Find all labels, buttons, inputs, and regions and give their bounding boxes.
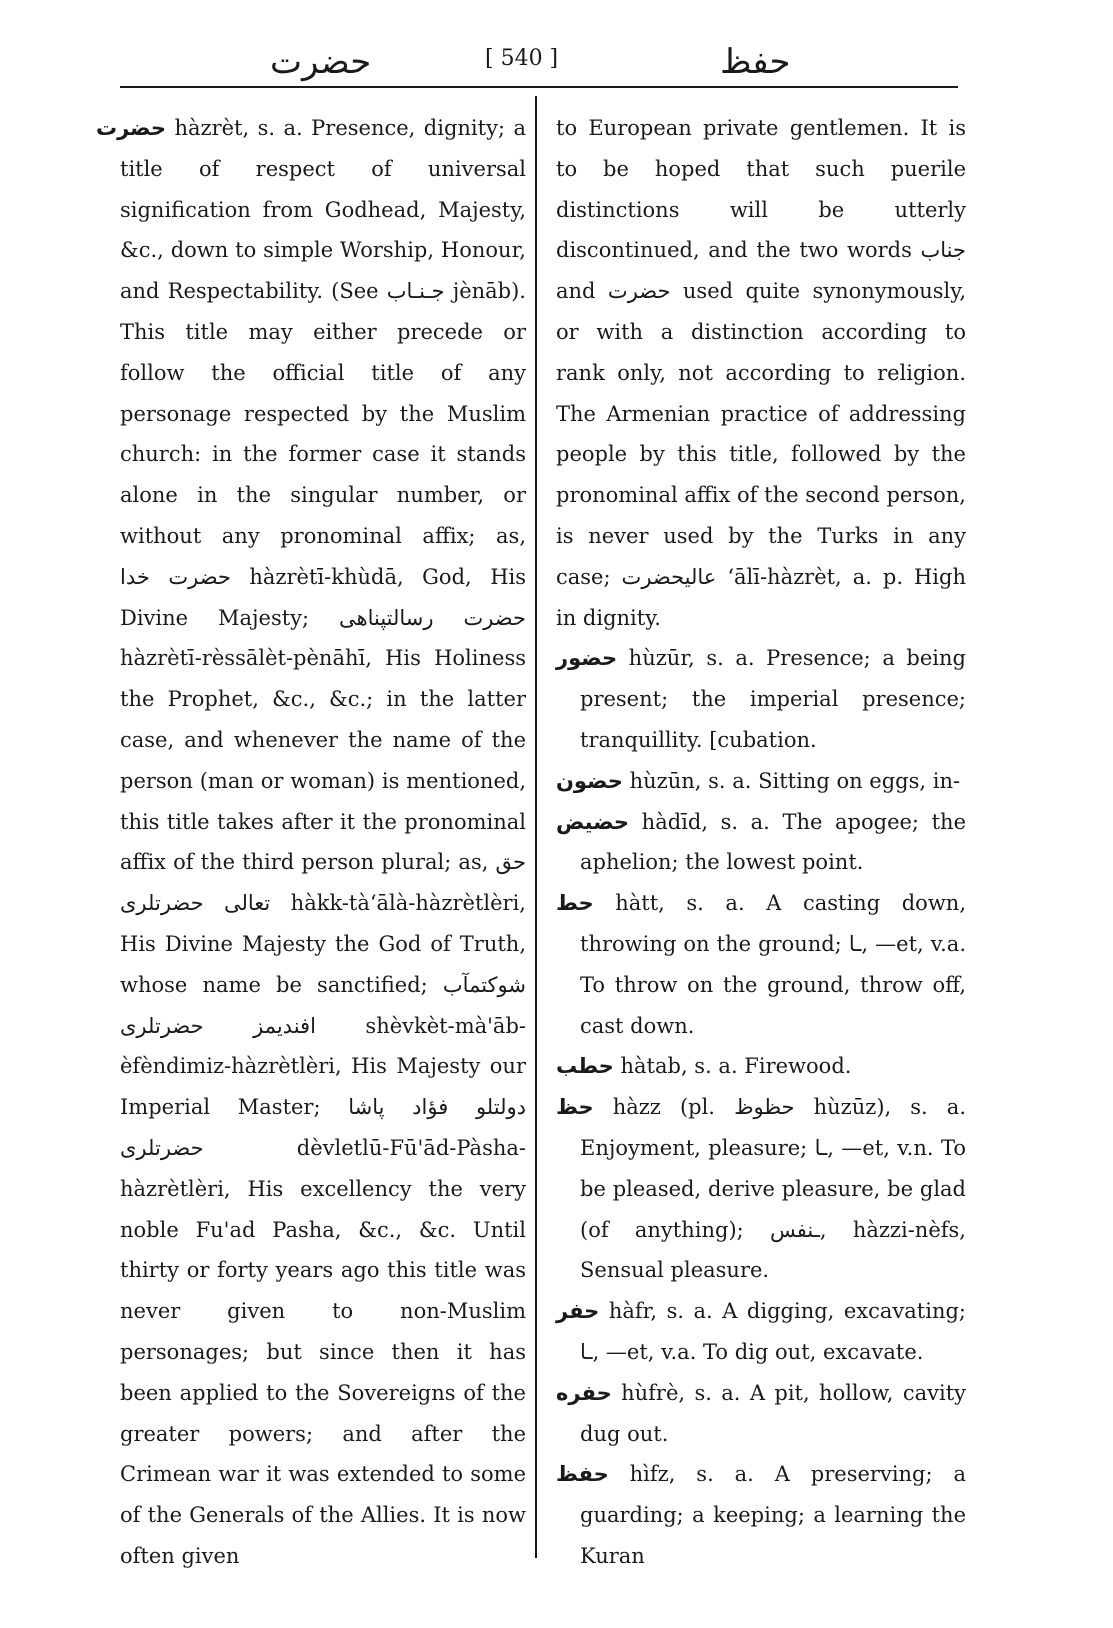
entry-headword-arabic: حضور [556, 646, 618, 671]
dictionary-entry-hafr [556, 1291, 966, 1373]
entry-headword-arabic: حطب [556, 1054, 614, 1079]
entry-definition: hàfr, s. a. A digging, excavating; ـا, —et, v.a. To dig out, excavate. [580, 1299, 966, 1364]
entry-definition: hìfz, s. a. A preserving; a guarding; a keeping; a learning the Kuran [580, 1462, 966, 1568]
header-rule [120, 86, 958, 88]
entry-definition: hùzūn, s. a. Sitting on eggs, in- [622, 768, 961, 793]
entry-definition: hàdīd, s. a. The apogee; the aphelion; the lowest point. [580, 809, 966, 875]
left-column [96, 108, 526, 1577]
dictionary-entry-hazz [556, 1087, 966, 1291]
entry-continuation: to European private gentlemen. It is to be hoped that such puerile distinctions will be utterly discontinued, and the two words جناب and حضرت used quite synonymously, or with a distinction according to rank only, not according to religion. The Armenian practice of addressing people by this title, followed by the pronominal affix of the second person, is never used by the Turks in any case; عالیحضرت ‘ālī-hàzrèt, a. p. High in dignity. [556, 116, 966, 630]
dictionary-entry-hadid [556, 802, 966, 884]
entry-definition: hàtab, s. a. Firewood. [613, 1054, 852, 1079]
header-left-headword: حضرت [270, 42, 372, 82]
entry-headword-arabic: حفظ [556, 1462, 609, 1487]
column-divider [535, 96, 537, 1558]
dictionary-entry-hazret [96, 108, 526, 1577]
page-header [120, 40, 960, 86]
dictionary-entry-huzun [556, 761, 966, 802]
header-right-headword: حفظ [720, 42, 791, 82]
dictionary-entry-hifz [556, 1454, 966, 1576]
entry-headword-arabic: حفره [556, 1380, 612, 1405]
entry-definition: hàtt, s. a. A casting down, throwing on the ground; ـا, —et, v.a. To throw on the ground, throw off, cast down. [580, 891, 967, 1038]
entry-headword-arabic: حظ [556, 1095, 594, 1120]
entry-headword-arabic: حط [556, 891, 594, 916]
entry-definition: hùzūr, s. a. Presence; a being present; the imperial presence; tranquillity. [cubation. [580, 646, 966, 752]
dictionary-entry-huzur [556, 638, 966, 760]
entry-definition: hùfrè, s. a. A pit, hollow, cavity dug out. [580, 1380, 966, 1446]
entry-headword-arabic: حضیض [556, 809, 630, 834]
dictionary-entry-hatt [556, 883, 966, 1046]
entry-headword-arabic: حفر [556, 1299, 600, 1324]
entry-headword-arabic: حضون [556, 768, 623, 793]
page-number: [ 540 ] [485, 46, 559, 71]
entry-headword-arabic: حضرت [96, 116, 166, 140]
entry-definition: hàzrèt, s. a. Presence, dignity; a title of respect of universal signification from Godhead, Majesty, &c., down to simple Worship, Honour, and Respectability. (See جـنـاب jènāb). This title may either precede or follow the official title of any personage respected by the Muslim church: in the former case it stands alone in the singular number, or without any pronominal affix; as, حضرت خدا hàzrètī-khùdā, God, His Divine Majesty; حضرت رسالتپناهی hàzrètī-rèssālèt-pènāhī, His Holiness the Prophet, &c., &c.; in the latter case, and whenever the name of the person (man or woman) is mentioned, this title takes after it the pronominal affix of the third person plural; as, حق تعالی حضرتلری hàkk-tà‘ālà-hàzrètlèri, His Divine Majesty the God of Truth, whose name be sanctified; شوکتمآب افندیمز حضرتلری shèvkèt-mà'āb-èfèndimiz-hàzrètlèri, His Majesty our Imperial Master; دولتلو فؤاد پاشا حضرتلری dèvletlū-Fū'ād-Pàsha-hàzrètlèri, His excellency the very noble Fu'ad Pasha, &c., &c. Until thirty or forty years ago this title was never given to non-Muslim personages; but since then it has been applied to the Sovereigns of the greater powers; and after the Crimean war it was extended to some of the Generals of the Allies. It is now often given [120, 116, 526, 1568]
dictionary-entry-hatab [556, 1046, 966, 1087]
right-column [556, 108, 966, 1577]
dictionary-entry-hufre [556, 1373, 966, 1455]
entry-definition: hàzz (pl. حظوظ hùzūz), s. a. Enjoyment, pleasure; ـا, —et, v.n. To be pleased, derive pleasure, be glad (of anything); ـنفس, hàzzi-nèfs, Sensual pleasure. [580, 1095, 967, 1283]
